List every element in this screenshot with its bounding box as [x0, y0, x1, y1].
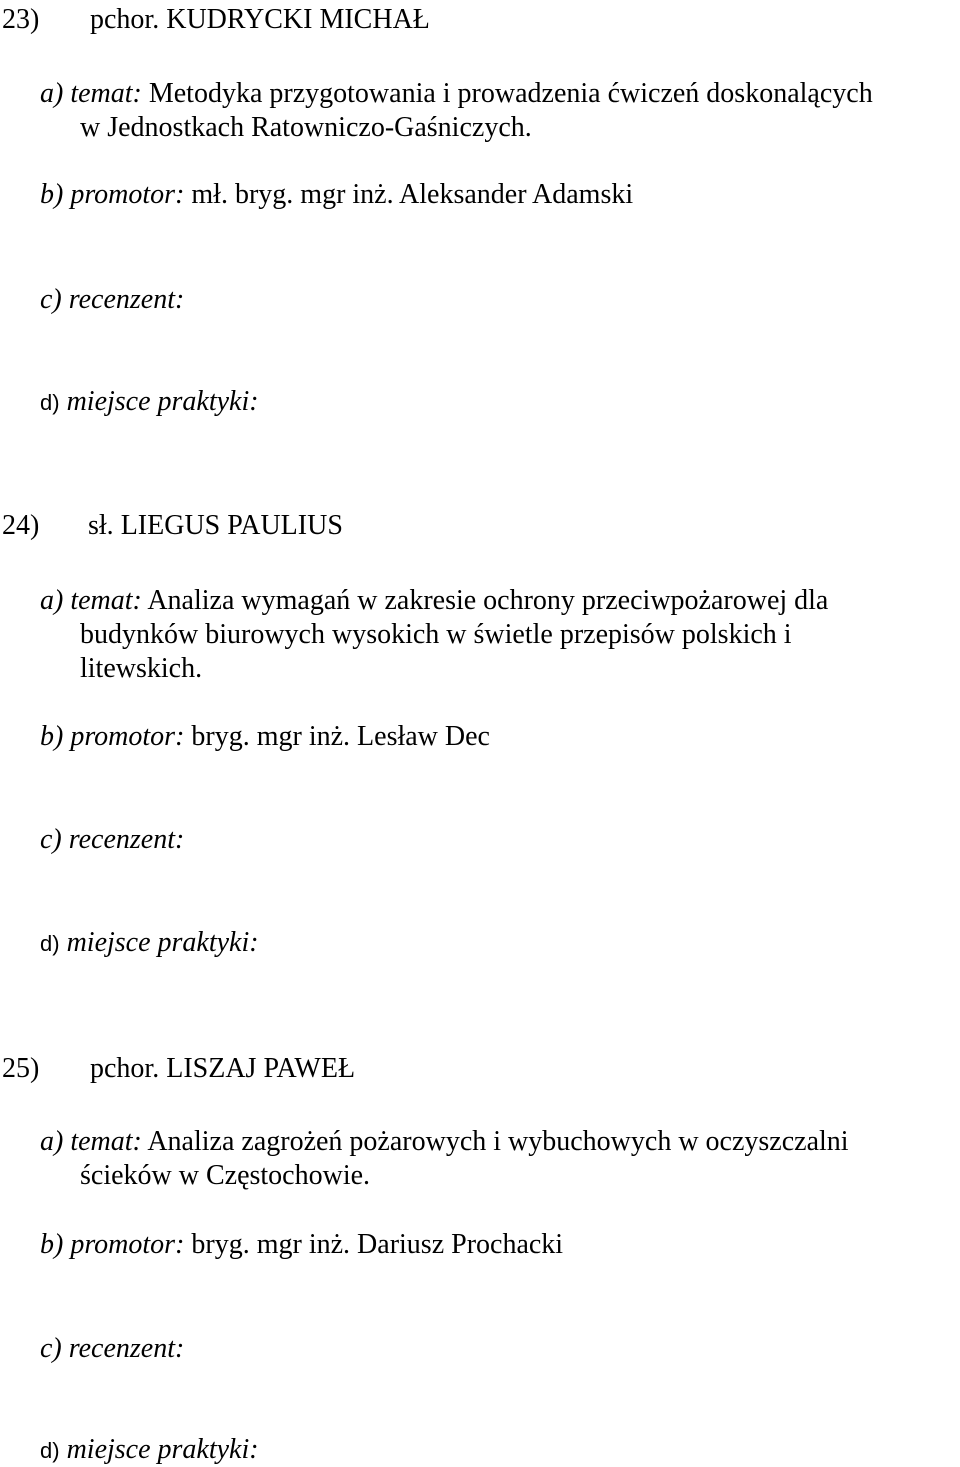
promotor-line [40, 1231, 563, 1259]
temat-line-cont: litewskich. [80, 653, 203, 684]
entry-name: LIEGUS PAULIUS [120, 510, 343, 541]
miejsce-prefix: d) [40, 931, 60, 956]
temat-prefix: a) [40, 78, 64, 109]
promotor-prefix: b) [40, 721, 64, 752]
promotor-label: promotor: [70, 721, 185, 752]
entry-number: 24) [2, 510, 40, 541]
temat-line [40, 587, 828, 615]
promotor-value: bryg. mgr inż. Dariusz Prochacki [191, 1229, 564, 1260]
temat-prefix: a) [40, 1126, 64, 1157]
temat-label: temat: [70, 1126, 142, 1157]
entry-heading [2, 1055, 355, 1083]
recenzent-prefix: c) [40, 284, 62, 315]
recenzent-line [40, 1335, 184, 1363]
recenzent-prefix: c) [40, 1333, 62, 1364]
temat-line-cont: ścieków w Częstochowie. [80, 1160, 371, 1191]
promotor-value: bryg. mgr inż. Lesław Dec [191, 721, 490, 752]
promotor-value: mł. bryg. mgr inż. Aleksander Adamski [191, 179, 634, 210]
entry-rank: pchor. [90, 4, 160, 35]
temat-label: temat: [70, 585, 142, 616]
entry-number: 25) [2, 1053, 40, 1084]
temat-line-cont: w Jednostkach Ratowniczo-Gaśniczych. [80, 112, 532, 143]
promotor-line [40, 723, 490, 751]
temat-prefix: a) [40, 585, 64, 616]
miejsce-line [40, 929, 259, 957]
temat-line [40, 1128, 849, 1156]
temat-text: Analiza wymagań w zakresie ochrony przeciwpożarowej dla [147, 585, 829, 616]
recenzent-prefix: c) [40, 824, 62, 855]
miejsce-label: miejsce praktyki: [66, 386, 259, 417]
entry-name: LISZAJ PAWEŁ [166, 1053, 356, 1084]
temat-text: Metodyka przygotowania i prowadzenia ćwiczeń doskonalących [148, 78, 873, 109]
miejsce-label: miejsce praktyki: [66, 927, 259, 958]
promotor-prefix: b) [40, 179, 64, 210]
recenzent-label: recenzent: [68, 1333, 185, 1364]
temat-label: temat: [70, 78, 142, 109]
miejsce-label: miejsce praktyki: [66, 1434, 259, 1465]
recenzent-line [40, 286, 184, 314]
temat-line-cont: budynków biurowych wysokich w świetle przepisów polskich i [80, 619, 792, 650]
entry-heading [2, 512, 343, 540]
promotor-line [40, 181, 633, 209]
recenzent-line [40, 826, 184, 854]
temat-line [40, 80, 873, 108]
promotor-label: promotor: [70, 179, 185, 210]
entry-heading [2, 6, 430, 34]
entry-rank: pchor. [90, 1053, 160, 1084]
miejsce-line [40, 388, 259, 416]
entry-rank: sł. [88, 510, 114, 541]
miejsce-prefix: d) [40, 390, 60, 415]
promotor-prefix: b) [40, 1229, 64, 1260]
miejsce-prefix: d) [40, 1438, 60, 1463]
recenzent-label: recenzent: [68, 824, 185, 855]
recenzent-label: recenzent: [68, 284, 185, 315]
temat-text: Analiza zagrożeń pożarowych i wybuchowych w oczyszczalni [147, 1126, 849, 1157]
miejsce-line [40, 1436, 259, 1464]
entry-number: 23) [2, 4, 40, 35]
entry-name: KUDRYCKI MICHAŁ [166, 4, 430, 35]
promotor-label: promotor: [70, 1229, 185, 1260]
